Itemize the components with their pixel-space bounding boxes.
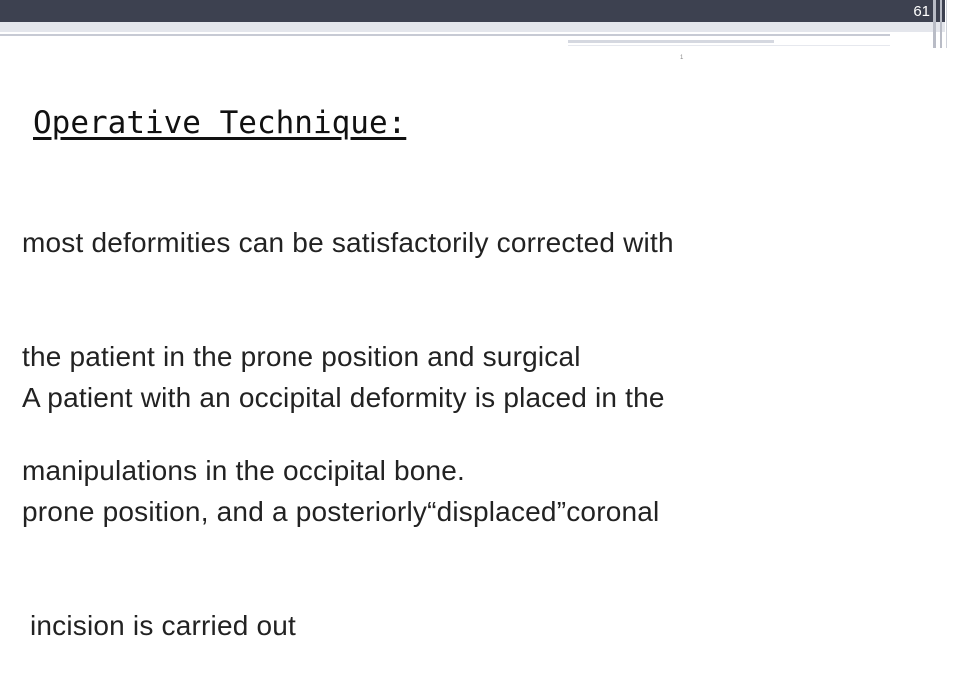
slide-number: 61 xyxy=(913,3,930,20)
paragraph-line: manipulations in the occipital bone. xyxy=(22,455,466,486)
header-bar xyxy=(0,0,945,22)
header-accent-strip xyxy=(0,22,945,32)
slide-title: Operative Technique: xyxy=(33,105,407,141)
body-paragraph-2 xyxy=(22,303,665,683)
decorative-vertical-line xyxy=(933,0,936,48)
decorative-vertical-line xyxy=(946,0,947,48)
header-rule-thin xyxy=(568,45,890,46)
paragraph-line: A patient with an occipital deformity is placed in the xyxy=(22,382,665,413)
placeholder-mark: 1 xyxy=(680,55,684,61)
header-rule xyxy=(0,34,890,36)
decorative-vertical-line xyxy=(940,0,942,48)
paragraph-line: incision is carried out xyxy=(22,610,297,641)
header-rule-short xyxy=(568,40,774,43)
paragraph-line: the patient in the prone position and surgical xyxy=(22,341,581,372)
paragraph-line: most deformities can be satisfactorily corrected with xyxy=(22,227,674,258)
paragraph-line: prone position, and a posteriorly“displaced”coronal xyxy=(22,496,660,527)
